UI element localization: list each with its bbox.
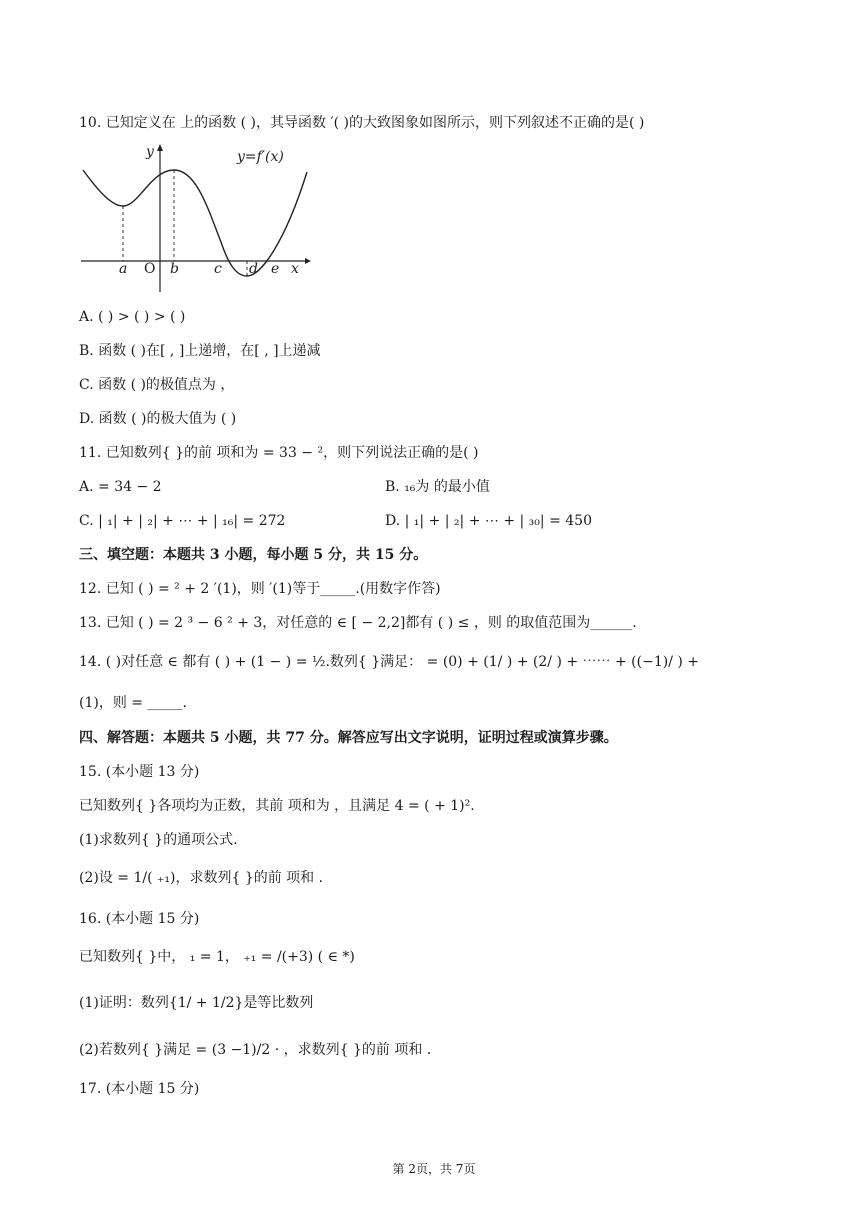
question-17-heading: 17. (本小题 15 分) xyxy=(79,1081,200,1097)
question-16-part-2: (2)若数列{ }满足 = (3 −1)/2 · ，求数列{ }的前 项和 . xyxy=(79,1042,432,1058)
y-label: y xyxy=(146,144,154,160)
point-b: b xyxy=(170,261,179,277)
q11-option-d: D. | ₁| + | ₂| + ⋯ + | ₃₀| = 450 xyxy=(385,513,592,529)
question-15-part-2: (2)设 = 1/( ₊₁)，求数列{ }的前 项和 . xyxy=(79,870,324,886)
point-d: d xyxy=(249,261,258,277)
point-e: e xyxy=(271,261,280,277)
q10-option-a: A. ( ) > ( ) > ( ) xyxy=(79,309,186,325)
question-16-part-1: (1)证明：数列{1/ + 1/2}是等比数列 xyxy=(79,995,314,1011)
section-4-heading: 四、解答题：本题共 5 小题，共 77 分。解答应写出文字说明，证明过程或演算步骤。 xyxy=(79,730,618,746)
section-3-heading: 三、填空题：本题共 3 小题，每小题 5 分，共 15 分。 xyxy=(79,547,428,563)
y-axis-arrow xyxy=(157,144,163,151)
question-11-stem: 11. 已知数列{ }的前 项和为 = 33 − ²，则下列说法正确的是( ) xyxy=(79,445,479,461)
curve-label: y=f′(x) xyxy=(237,149,284,165)
x-axis-arrow xyxy=(305,258,311,264)
point-c: c xyxy=(214,261,222,277)
question-15-heading: 15. (本小题 13 分) xyxy=(79,764,200,780)
question-15-part-1: (1)求数列{ }的通项公式. xyxy=(79,832,238,848)
question-15-stem: 已知数列{ }各项均为正数，其前 项和为 ，且满足 4 = ( + 1)². xyxy=(79,798,475,814)
page-footer: 第 2页，共 7页 xyxy=(392,1162,476,1176)
question-16-heading: 16. (本小题 15 分) xyxy=(79,911,200,927)
q10-option-b: B. 函数 ( )在[ , ]上递增，在[ , ]上递减 xyxy=(79,343,321,359)
q11-option-c: C. | ₁| + | ₂| + ⋯ + | ₁₆| = 272 xyxy=(79,513,286,529)
q11-option-b: B. ₁₆为 的最小值 xyxy=(385,479,490,495)
q10-option-d: D. 函数 ( )的极大值为 ( ) xyxy=(79,411,237,427)
derivative-graph xyxy=(79,142,311,294)
question-12: 12. 已知 ( ) = ² + 2 ′(1)，则 ′(1)等于_____.(用数字作答) xyxy=(79,581,441,597)
point-a: a xyxy=(119,261,128,277)
question-16-stem: 已知数列{ }中， ₁ = 1， ₊₁ = /(+3) ( ∈ *) xyxy=(79,949,355,965)
x-label: x xyxy=(291,261,299,277)
q11-option-a: A. = 34 − 2 xyxy=(79,479,162,495)
q10-option-c: C. 函数 ( )的极值点为 ， xyxy=(79,377,235,393)
question-14-line2: (1)，则 = _____. xyxy=(79,695,187,711)
question-10-stem: 10. 已知定义在 上的函数 ( )，其导函数 ′( )的大致图象如图所示，则下列叙述不正确的是( ) xyxy=(79,115,645,131)
origin-label: O xyxy=(144,261,156,277)
question-14-line1: 14. ( )对任意 ∈ 都有 ( ) + (1 − ) = ½.数列{ }满足： = (0) + (1/ ) + (2/ ) + ⋯⋯ + ((−1)/ ) + xyxy=(79,654,699,670)
question-13: 13. 已知 ( ) = 2 ³ − 6 ² + 3，对任意的 ∈ [ − 2,2]都有 ( ) ≤ ，则 的取值范围为______. xyxy=(79,615,637,631)
